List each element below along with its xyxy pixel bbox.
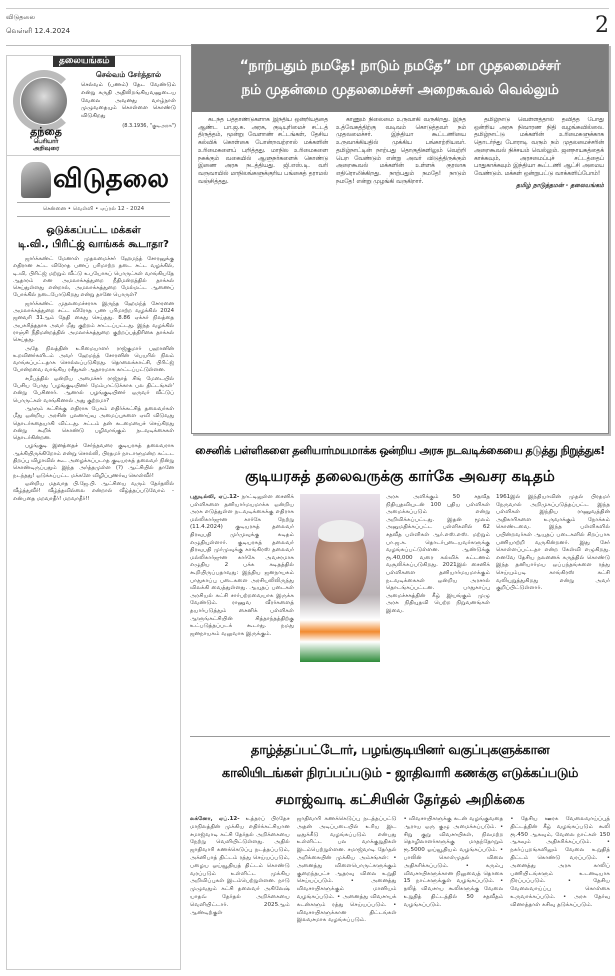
page-number: 2 (595, 13, 609, 38)
thought-title: செல்வம் சேர்த்தால் (95, 70, 162, 79)
divider (190, 736, 610, 737)
editorial-body (7, 254, 180, 504)
signature: தமிழ் நாடுத்தமன் - தலையங்கம் (516, 181, 604, 189)
masthead (7, 158, 180, 220)
story3-subheadline: சமாஜ்வாடி கட்சியின் தேர்தல் அறிக்கை (275, 792, 525, 808)
thought-source: (8.3.1936, "குடிஅரசு") (122, 122, 176, 129)
masthead-name: விடுதலை (53, 164, 169, 194)
thought-of-the-day (7, 56, 180, 156)
editorial-column (6, 55, 181, 970)
story2-subheadline: குடியரசுத் தலைவருக்கு கார்கே அவசர கடிதம் (245, 467, 555, 485)
column: • தேசிய ஊரக வேலைவாய்ப்புத் திட்டத்தின் கீழ் வழங்கப்படும் கூலி ரூ.450 ஆகவும், வேலை நாட்கள் 150 ஆகவும் அதிகரிக்கப்படும். • நகர்ப்புறங்களிலும் வேலை உறுதித் திட்டம் கொண்டு வரப்படும். • அனைத்து அரசு காலிப் பணியிடங்களும் உடனடியாக நிரப்பப்படும். • தேசிய வேலைவாய்ப்பு கொள்கை உருவாக்கப்படும். • அரசு தேர்வு வினாத்தாள் கசிவு தடுக்கப்படும். (510, 816, 610, 908)
publication-name: விடுதலை (6, 13, 35, 21)
dateline: லக்னோ, ஏப்.12- (190, 816, 240, 822)
column: 1961இல் இந்தியாவின் முதல் பிரதமர் நேருவால் அறிமுகப்படுத்தப்பட்ட இந்த பள்ளிகள் இந்திய ராணுவத்தின் அதிகாரிகளை உருவாக்கும் நோக்கம் கொண்டவை. இந்த பள்ளிகளில் பயின்றவர்கள் ஆயுதப் படைகளில் சிறப்பாக பணியாற்றி வருகின்றனர். இது சேர் கொள்ளப்பட்டதா என்ற கேள்வி எழுகிறது. எனவே தேசிய நலனைக் கருத்தில் கொண்டு இந்த தனியார்மய ஒப்பந்தங்களை ரத்து செய்யும்படி காங்கிரஸ் கட்சி வலியுறுத்துகிறது என்று அவர் குறிப்பிட்டுள்ளார். (496, 494, 610, 592)
editorial-column-content (7, 56, 180, 504)
lead-story (191, 44, 609, 434)
story3-headline: தாழ்த்தப்பட்டோர், பழங்குடியினர் வகுப்புகளுக்கான (250, 743, 550, 758)
periyar-label: தந்தை பெரியார் அறிவுரை (30, 125, 62, 152)
column: அரசு அளிக்கும் 50 சதவீத நிதியுதவியுடன் 100 புதிய பள்ளிகள் அமைக்கப்படும் என்று அறிவிக்கப்பட்டது. இதன் மூலம் அனுமதிக்கப்பட்ட பள்ளிகளில் 62 சதவீத பள்ளிகள் ஆர்.எஸ்.எஸ். மற்றும் பா.ஜ.க. தொடர்புடையவர்களுக்கு வழங்கப்பட்டுள்ளன. ஆண்டுக்கு ரூ.40,000 வரை கல்விக் கட்டணம் வசூலிக்கப்படுகிறது. 2021இல் சைனிக் பள்ளிகளை தனியார்மயமாக்கும் நடவடிக்கைகள் ஒன்றிய அரசால் தொடங்கப்பட்டன. பாதுகாப்பு அமைச்சகத்தின் கீழ் இயங்கும் முழு அரசு நிதியுதவி பெற்ற நிறுவனங்கள் இவை. (386, 494, 490, 614)
paragraph: ஒன்றிய மதவாத பி.ஜே.பி. ஆட்சியை வரும் தேர்தலில் வீழ்த்துவீர்! வீழ்த்தவில்லை என்றால் வீழ்த்தப்படுவோம் - என்பதை மறவாதீர்! மறவாதீர்!! (13, 480, 174, 502)
issue-date: வெள்ளி 12.4.2024 (6, 27, 71, 35)
story3-body (190, 816, 610, 972)
masthead-portrait (21, 162, 51, 198)
column: புதுடில்லி, ஏப்.12- நாட்டிலுள்ள சைனிக் பள்ளிகளை தனியார்மயமாக்க ஒன்றிய அரசு எடுத்துள்ள நடவடிக்கைக்கு எதிராக மல்லிகார்ஜுன கார்கே நேற்று (11.4.2024) குடியரசுத் தலைவர் திரவுபதி முர்முவுக்கு கடிதம் எழுதியுள்ளார். குடியரசுத் தலைவர் திரவுபதி முர்முவுக்கு காங்கிரஸ் தலைவர் மல்லிகார்ஜுன கார்கே அவசரமாக எழுதிய 2 பக்க கடிதத்தில் கூறியிருப்பதாவது: இந்திய ஜனநாயகம் பாதுகாப்பு படைகளை அரசியலிலிருந்து விலக்கி வைத்துள்ளது. ஆயுதப் படைகள் அரசியல் கட்சி சார்பற்றவையாக இருக்க வேண்டும். ராணுவ வீரர்களைத் தயார்படுத்தும் சைனிக் பள்ளிகள் ஆளுங்கட்சியின் சித்தாந்தத்திற்கு உட்படுத்தப்படக் கூடாது. நமது ஜனநாயகம் வலுவாக இருக்கும். (190, 494, 294, 637)
masthead-dateline: சென்னை • வெள்ளி • ஏப்ரல் 12 - 2024 (17, 202, 170, 217)
lead-headline: “நாற்பதும் நமதே! நாடும் நமதே” மா முதலமைச்சர் நம் முதன்மை முதலமைச்சர் அறைகூவல் வெல்லும் (192, 45, 608, 112)
paragraph: அதே நிலத்தின் உரிமையாளர் ராஜ்குமார் பஹானின் உறவினர்களிடம் அவர் ஹேமந்த் சோரனின் பெயரில் நிலம் வாங்கப்பட்டதாக சொல்லப்படுகிறது. தொலைக்காட்சி, பிரிட்ஜ் போன்றவை வாங்கிய ரசீதுகள் ஆதாரமாக காட்டப்பட்டுள்ளன. (13, 345, 174, 374)
paragraph: பழங்குடி இனத்தைச் சேர்ந்தவரை குடியரசுத் தலைவராக ஆக்கியிருக்கிறோம் என்று சொல்லி, பிரதமர் நாடாளுமன்ற கட்டட திறப்பு விழாவில் கூட அழைக்கப்படாத குடியரசுத் தலைவர் நின்று கொண்டிருப்பதும் இந்த அர்த்தமுள்ள (?) ஆட்சியில் தானே நடந்தது! ஒடுக்கப்பட்ட மக்களே விழிப்புணர்வு கொள்வீர்! (13, 443, 174, 479)
column: தமிழ்நாடு வெள்ளத்தால் தவித்த போது ஒன்றிய அரசு நிவாரண நிதி வழங்கவில்லை. தமிழ்நாட்டு மக்களின் உரிமைகளுக்காக தொடர்ந்து போராடி வரும் நம் முதலமைச்சரின் அறைகூவல் நிச்சயம் வெல்லும். ஜனநாயகத்தைக் காக்கவும், அரசமைப்புச் சட்டத்தைப் பாதுகாக்கவும் இந்தியா கூட்டணி ஆட்சி அமைய வேண்டும். மக்கள் ஒன்றுபட்டு வாக்களிப்போம்! தமிழ் நாடுத்தமன் - தலையங்கம் (474, 117, 604, 189)
paragraph: சமீபத்தில் ஒன்றிய அமைச்சர் ராஜ்நாத் சிங் மேடையில் பேசிய போது 'பழங்குடியினர் மேம்பாட்டுக்காக பல திட்டங்கள்' என்று பேசினார். ஆனால் பழங்குடியினர் ஒருவர் வீட்டுப் பொருட்கள் வாங்கினால் அது குற்றமா? (13, 375, 174, 404)
column: ஜாதிவாரி கணக்கெடுப்பு நடத்தப்பட்டு அதன் அடிப்படையில் உரிய இட ஒதுக்கீடு வழங்கப்படும் என்பது உள்ளிட்ட பல வாக்குறுதிகள் இடம்பெற்றுள்ளன. சமாஜ்வாடி தேர்தல் அறிக்கையின் முக்கிய அம்சங்கள்: • அனைத்து விளைபொருட்களுக்கும் குறைந்தபட்ச ஆதரவு விலை உறுதி செய்யப்படும். • அனைத்து விவசாயிகளுக்கும் மானியம் வழங்கப்படும். • அனைத்து விவசாயக் கடன்களும் ரத்து செய்யப்படும். • விவசாயிகளுக்கான திட்டங்கள் இலவசமாக வழங்கப்படும். (296, 816, 397, 924)
paragraph: ஆளும் கட்சிக்கு எதிராக பேசும் எதிர்க்கட்சித் தலைவர்கள் மீது ஒன்றிய அரசின் புலனாய்வு அமைப்புகளை ஏவி விடுவது தொடர்கதையாகி விட்டது. சட்டம் தன் கடமையைச் செய்கிறது என்று கூறிக் கொண்டு பழிவாங்கும் நடவடிக்கைகள் தொடர்கின்றன. (13, 405, 174, 442)
paragraph: ஜார்க்கண்ட் முதலமைச்சராக இருந்த ஹேமந்த் சோரனை அமலாக்கத்துறை சட்ட விரோத பண பரிமாற்ற வழக்கில் 2024 ஜனவரி 31ஆம் தேதி கைது செய்தது. 8.86 ஏக்கர் நிலத்தை அபகரித்ததாக அவர் மீது குற்றம் சாட்டப்பட்டது. இந்த வழக்கில் ராஞ்சி நீதிமன்றத்தில் அமலாக்கத்துறை குற்றப்பத்திரிகை தாக்கல் செய்தது. (13, 300, 174, 344)
column: • விவசாயிகளுக்கு கடன் வழங்குவதை ஆராய ஒரு குழு அமைக்கப்படும். • சிறு குறு விவசாயிகள், நிலமற்ற தொழிலாளர்களுக்கு மாதந்தோறும் ரூ.5000 ஓய்வூதியம் வழங்கப்படும். • பாலின் கொள்முதல் விலை அதிகரிக்கப்படும். • கரும்பு விவசாயிகளுக்கான நிலுவைத் தொகை 15 நாட்களுக்குள் வழங்கப்படும். • தலித் விவசாய கூலிகளுக்கு வேலை உறுதித் திட்டத்தில் 50 சதவீதம் வழங்கப்படும். (403, 816, 504, 908)
column: லக்னோ, ஏப்.12- உத்தரப் பிரதேச மாநிலத்தின் முக்கிய எதிர்க்கட்சியான சமாஜ்வாடி கட்சி தேர்தல் அறிக்கையை நேற்று வெளியிட்டுள்ளது. அதில் ஜாதிவாரி கணக்கெடுப்பு நடத்தப்படும், அக்னிபாத் திட்டம் ரத்து செய்யப்படும், பழைய ஓய்வூதியத் திட்டம் கொண்டு வரப்படும் உள்ளிட்ட முக்கிய அறிவிப்புகள் இடம்பெற்றுள்ளன. நாடு முழுவதும் கட்சி தலைவர் அகிலேஷ் யாதவ் தேர்தல் அறிக்கையை வெளியிட்டார். 2025ஆம் ஆண்டிற்குள் (190, 816, 290, 916)
dateline: புதுடில்லி, ஏப்.12- (190, 494, 240, 500)
story2-headline: சைனிக் பள்ளிகளை தனியார்மயமாக்க ஒன்றிய அரசு நடவடிக்கையை தடுத்து நிறுத்துக! (195, 444, 605, 457)
lead-body (198, 117, 604, 429)
periyar-portrait (21, 78, 67, 124)
column: காணும் நிலைமை உருவாகி வருகிறது. இந்த உத்வேகத்திற்கு வடிவம் கொடுத்தவர் நம் முதலமைச்சர். இந்தியா கூட்டணியை உருவாக்கியதில் முக்கிய பங்காற்றியவர். தமிழ்நாட்டின் நாற்பது தொகுதிகளிலும் வெற்றி பெற வேண்டும் என்று அவர் விடுத்திருக்கும் அறைகூவல் மக்களின் உள்ளக் குரலாக எதிரொலிக்கிறது. நாற்பதும் நமதே! நாடும் நமதே! என்று முழங்கி வருகிறார். (336, 117, 466, 185)
paragraph: ஜார்க்கண்ட் மேனாள் முதலமைச்சர் ஹேமந்த் சோரனுக்கு எதிரான சட்ட விரோத பணப் பரிமாற்ற தடை சட்ட வழக்கில், டி.வி, பிரிட்ஜ் மற்றும் வீட்டு உபயோகப் பொருட்கள் வாங்கியதே ஆதாரம் என அமலாக்கத்துறை நீதிமன்றத்தில் தாக்கல் செய்துள்ளது என்றால், அமலாக்கத்துறை மேல்மட்ட ஆணைப் போக்கில் நடைபோடுகிறது என்று தானே பொருள்? (13, 256, 174, 299)
thought-body: செல்வம் (பணம்) தேட வேண்டும் என்று கருதி அதிலிறங்கியவனுடைய வேலை அவனது வாழ்நாள் முழுவதையும் கொள்ளை கொண்டு விடுகிறது (81, 82, 176, 120)
editorial-headline: ஒடுக்கப்பட்ட மக்கள் டி.வி., பிரிட்ஜ் வாங்கக் கூடாதா? (18, 225, 169, 250)
story2-body (190, 494, 610, 730)
thought-text (81, 70, 176, 130)
page-header (6, 8, 609, 46)
editorial-tag: தலையங்கம் (53, 55, 115, 67)
kharge-photo (300, 494, 380, 662)
story3-headline-2: காலியிடங்கள் நிரப்பப்படும் - ஜாதிவாரி கணக்கு எடுக்கப்படும் (221, 766, 579, 781)
column: கடந்த பத்தாண்டுகளாக இந்திய ஒன்றியத்தை ஆண்ட பா.ஜ.க. அரசு, குடியுரிமைச் சட்டத் திருத்தம், மூன்று வேளாண் சட்டங்கள், தேசிய கல்விக் கொள்கை போன்றவற்றால் மக்களின் உரிமைகளைப் பறித்தது. மாநில உரிமைகளை நசுக்கும் வகையில் ஆளுநர்களைக் கொண்டு இணை அரசு நடத்தியது. ஜி.எஸ்.டி. வரி வருவாயில் மாநிலங்களுக்குரிய பங்கைத் தராமல் வஞ்சித்தது. (198, 117, 328, 185)
